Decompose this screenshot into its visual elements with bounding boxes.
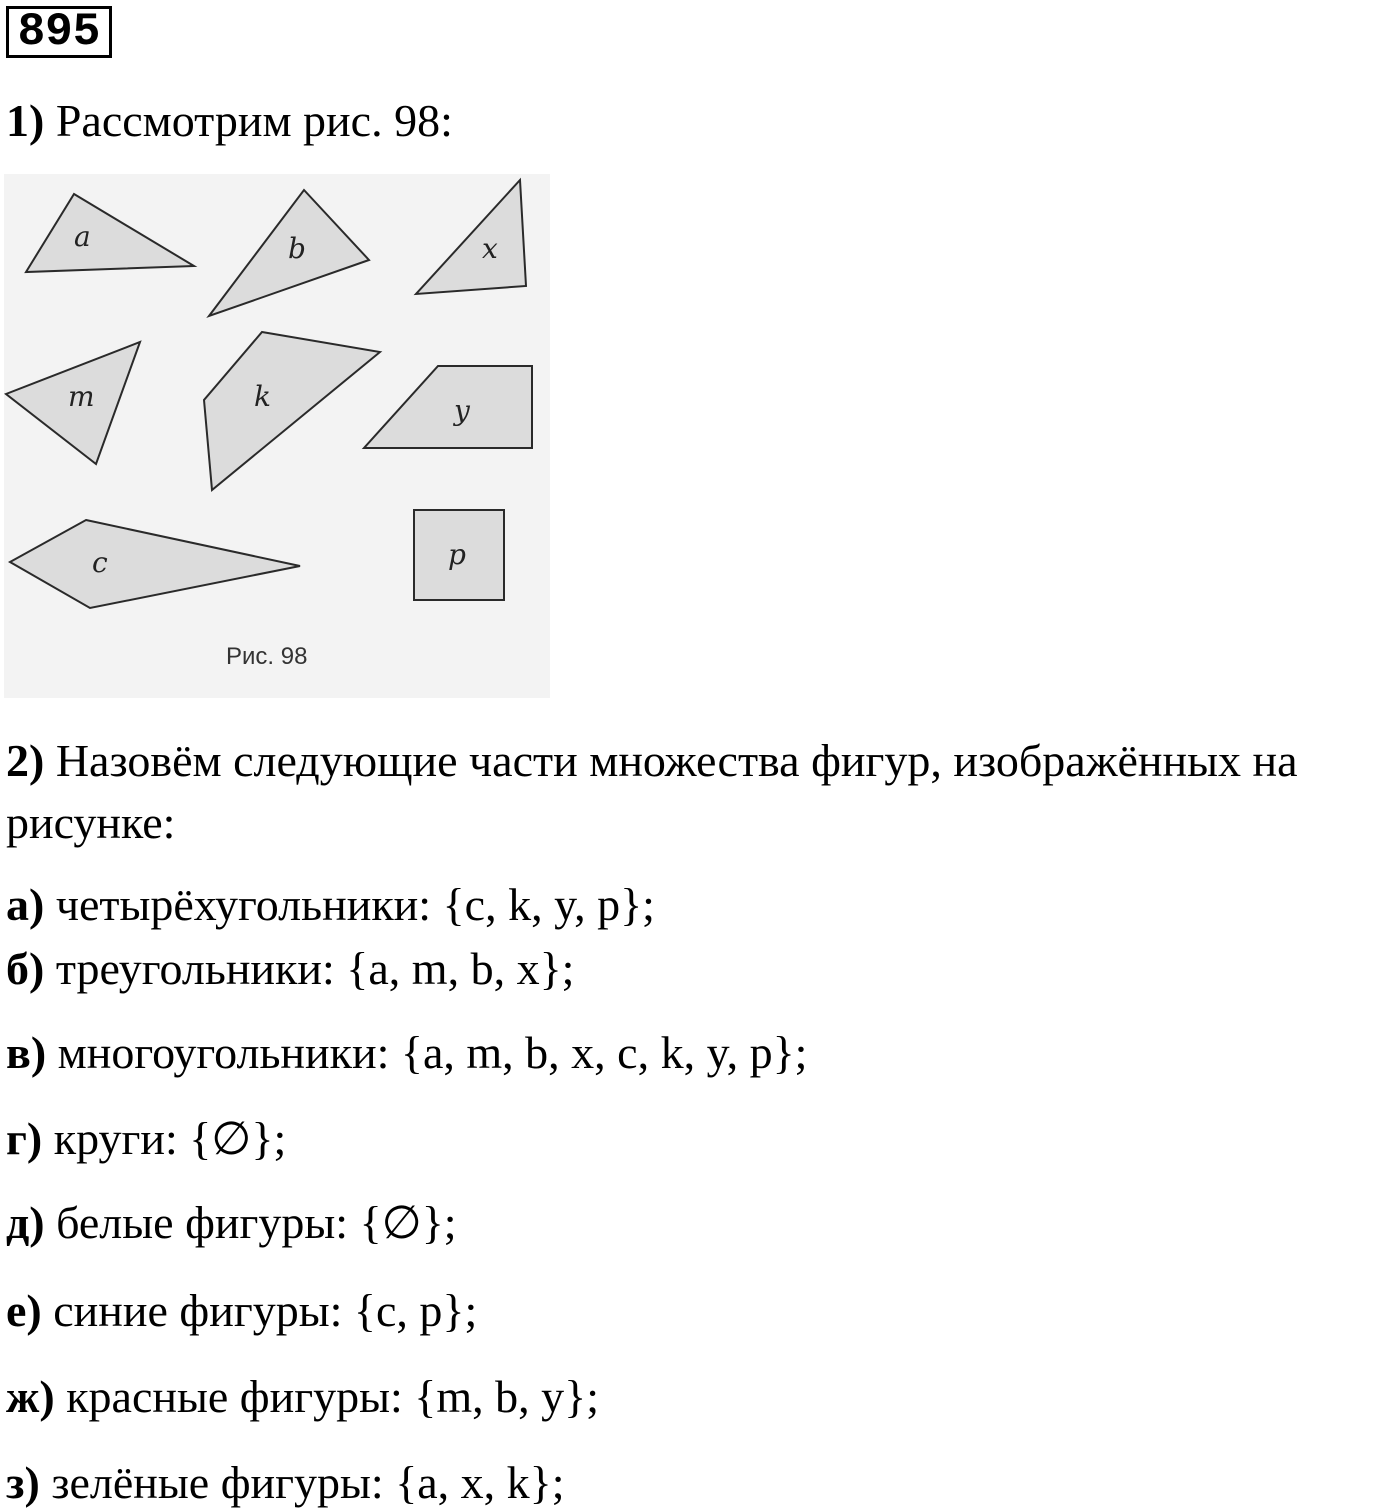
- answer-label: ж): [6, 1371, 55, 1422]
- shape-label-p: p: [448, 538, 466, 571]
- answer-label: е): [6, 1285, 42, 1336]
- shape-x: [416, 180, 526, 294]
- shape-label-y: y: [454, 394, 470, 427]
- shape-a: [26, 194, 194, 272]
- answer-item-b: [6, 942, 574, 996]
- shape-label-x: x: [482, 232, 498, 265]
- answer-item-a: [6, 878, 655, 932]
- part2-text-cont: рисунке:: [6, 797, 176, 848]
- shape-k: [204, 332, 380, 490]
- answer-text: круги: {∅};: [53, 1113, 287, 1164]
- answer-item-zh: [6, 1370, 599, 1424]
- shape-label-c: c: [92, 546, 108, 579]
- shape-c: [10, 520, 300, 608]
- part2-line-2: [6, 796, 175, 850]
- part1-line: [6, 94, 453, 148]
- answer-item-g: [6, 1112, 286, 1166]
- answer-label: г): [6, 1113, 43, 1164]
- answer-text: четырёхугольники: {c, k, y, p};: [55, 879, 655, 930]
- answer-item-z: [6, 1456, 565, 1510]
- figure-caption: Рис. 98: [226, 643, 308, 670]
- answer-text: многоугольники: {a, m, b, x, c, k, y, p};: [57, 1027, 808, 1078]
- answer-label: з): [6, 1457, 40, 1508]
- part2-label: 2): [6, 735, 45, 786]
- answer-text: красные фигуры: {m, b, y};: [66, 1371, 600, 1422]
- answer-text: синие фигуры: {c, p};: [53, 1285, 478, 1336]
- answer-item-v: [6, 1026, 807, 1080]
- shape-label-b: b: [288, 232, 306, 265]
- answer-label: а): [6, 879, 45, 930]
- answer-label: в): [6, 1027, 47, 1078]
- answer-item-e: [6, 1284, 477, 1338]
- answer-text: белые фигуры: {∅};: [56, 1197, 457, 1248]
- shape-label-a: a: [74, 220, 91, 253]
- part2-text: Назовём следующие части множества фигур, изображённых на: [55, 735, 1298, 786]
- answer-label: д): [6, 1197, 45, 1248]
- problem-number: 895: [6, 6, 112, 58]
- answer-item-d: [6, 1196, 457, 1250]
- answer-text: треугольники: {a, m, b, x};: [55, 943, 575, 994]
- part2-line: [6, 734, 1298, 788]
- part1-text: Рассмотрим рис. 98:: [55, 95, 453, 146]
- answer-label: б): [6, 943, 45, 994]
- shape-label-k: k: [254, 380, 271, 413]
- part1-label: 1): [6, 95, 45, 146]
- answer-text: зелёные фигуры: {a, x, k};: [51, 1457, 565, 1508]
- figure-98: [4, 174, 550, 698]
- shape-y: [364, 366, 532, 448]
- shape-label-m: m: [68, 380, 95, 413]
